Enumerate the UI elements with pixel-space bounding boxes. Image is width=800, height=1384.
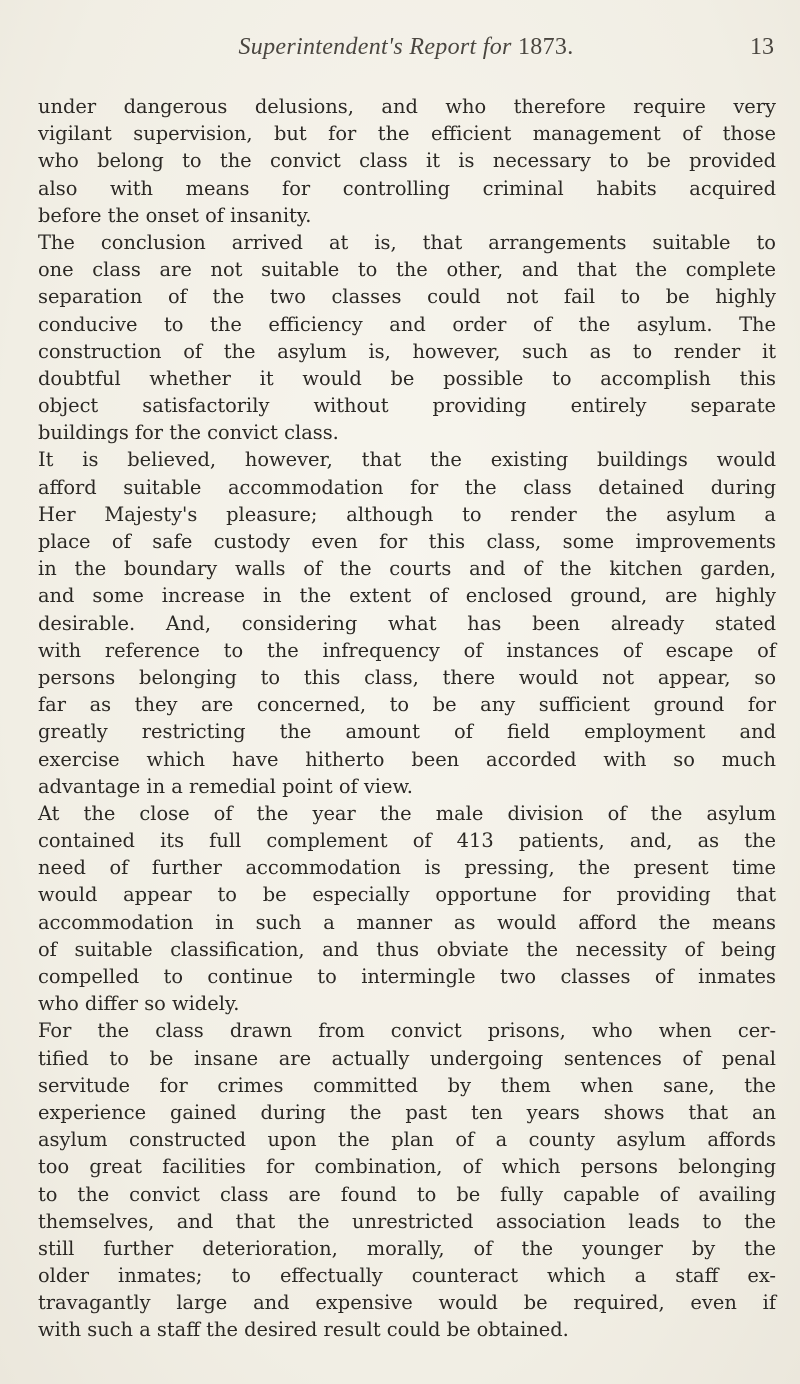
page-number: 13 — [750, 34, 774, 60]
text-line: to the convict class are found to be fully capable of availing — [38, 1182, 776, 1206]
text-line: asylum constructed upon the plan of a county asylum affords — [38, 1128, 776, 1152]
text-line: advantage in a remedial point of view. — [38, 774, 413, 798]
text-line: desirable. And, considering what has been already stated — [38, 611, 776, 635]
text-line: buildings for the convict class. — [38, 421, 339, 445]
text-line: would appear to be especially opportune for providing that — [38, 883, 776, 907]
text-line: themselves, and that the unrestricted association leads to the — [38, 1209, 776, 1233]
running-title — [38, 34, 774, 61]
paragraph-4 — [38, 800, 776, 1018]
body-text — [38, 93, 776, 1344]
text-line: doubtful whether it would be possible to accomplish this — [38, 366, 776, 390]
paragraph-5 — [38, 1017, 776, 1343]
text-line: object satisfactorily without providing entirely separate — [38, 394, 776, 418]
text-line: place of safe custody even for this class, some improvements — [38, 530, 776, 553]
running-title-text: Superintendent's Report for — [238, 34, 512, 60]
text-line: contained its full complement of 413 patients, and, as the — [38, 829, 776, 853]
text-line: older inmates; to effectually counteract which a staff ex- — [38, 1264, 776, 1288]
text-line: afford suitable accommodation for the class detained during — [38, 475, 776, 499]
text-line: and some increase in the extent of enclosed ground, are highly — [38, 584, 776, 608]
text-line: travagantly large and expensive would be required, even if — [38, 1291, 776, 1315]
text-line: who differ so widely. — [38, 992, 240, 1016]
text-line: still further deterioration, morally, of the younger by the — [38, 1236, 776, 1260]
text-line: At the close of the year the male division of the asylum — [38, 801, 776, 825]
text-line: For the class drawn from convict prisons, who when cer- — [38, 1019, 776, 1043]
text-line: vigilant supervision, but for the efficient management of those — [38, 122, 776, 146]
text-line: with reference to the infrequency of instances of escape of — [38, 638, 776, 662]
text-line: It is believed, however, that the existing buildings would — [38, 448, 776, 472]
text-line: one class are not suitable to the other, and that the complete — [38, 258, 776, 282]
page-header — [38, 34, 774, 74]
text-line: need of further accommodation is pressing, the present time — [38, 856, 776, 880]
paragraph-3 — [38, 446, 776, 799]
text-line: The conclusion arrived at is, that arrangements suitable to — [38, 230, 776, 254]
paragraph-1 — [38, 93, 776, 229]
text-line: servitude for crimes committed by them when sane, the — [38, 1073, 776, 1097]
text-line: exercise which have hitherto been accorded with so much — [38, 747, 776, 771]
text-line: under dangerous delusions, and who therefore require very — [38, 95, 776, 118]
text-line: who belong to the convict class it is necessary to be provided — [38, 149, 776, 173]
text-line: greatly restricting the amount of field employment and — [38, 720, 776, 744]
text-line: construction of the asylum is, however, such as to render it — [38, 339, 776, 363]
running-title-year: 1873. — [518, 34, 574, 60]
paragraph-2 — [38, 229, 776, 447]
text-line: tified to be insane are actually undergoing sentences of penal — [38, 1046, 776, 1070]
text-line: accommodation in such a manner as would afford the means — [38, 910, 776, 934]
text-line: with such a staff the desired result could be obtained. — [38, 1318, 569, 1342]
text-line: persons belonging to this class, there would not appear, so — [38, 665, 776, 689]
text-line: in the boundary walls of the courts and of the kitchen garden, — [38, 557, 776, 581]
text-line: also with means for controlling criminal habits acquired — [38, 176, 776, 200]
text-line: of suitable classification, and thus obviate the necessity of being — [38, 937, 776, 961]
text-line: before the onset of insanity. — [38, 203, 312, 227]
text-line: separation of the two classes could not fail to be highly — [38, 285, 776, 309]
text-line: conducive to the efficiency and order of the asylum. The — [38, 312, 776, 336]
text-line: experience gained during the past ten years shows that an — [38, 1100, 776, 1124]
text-line: far as they are concerned, to be any sufficient ground for — [38, 693, 776, 717]
text-line: Her Majesty's pleasure; although to render the asylum a — [38, 502, 776, 526]
text-line: too great facilities for combination, of which persons belonging — [38, 1155, 776, 1179]
text-line: compelled to continue to intermingle two classes of inmates — [38, 965, 776, 988]
